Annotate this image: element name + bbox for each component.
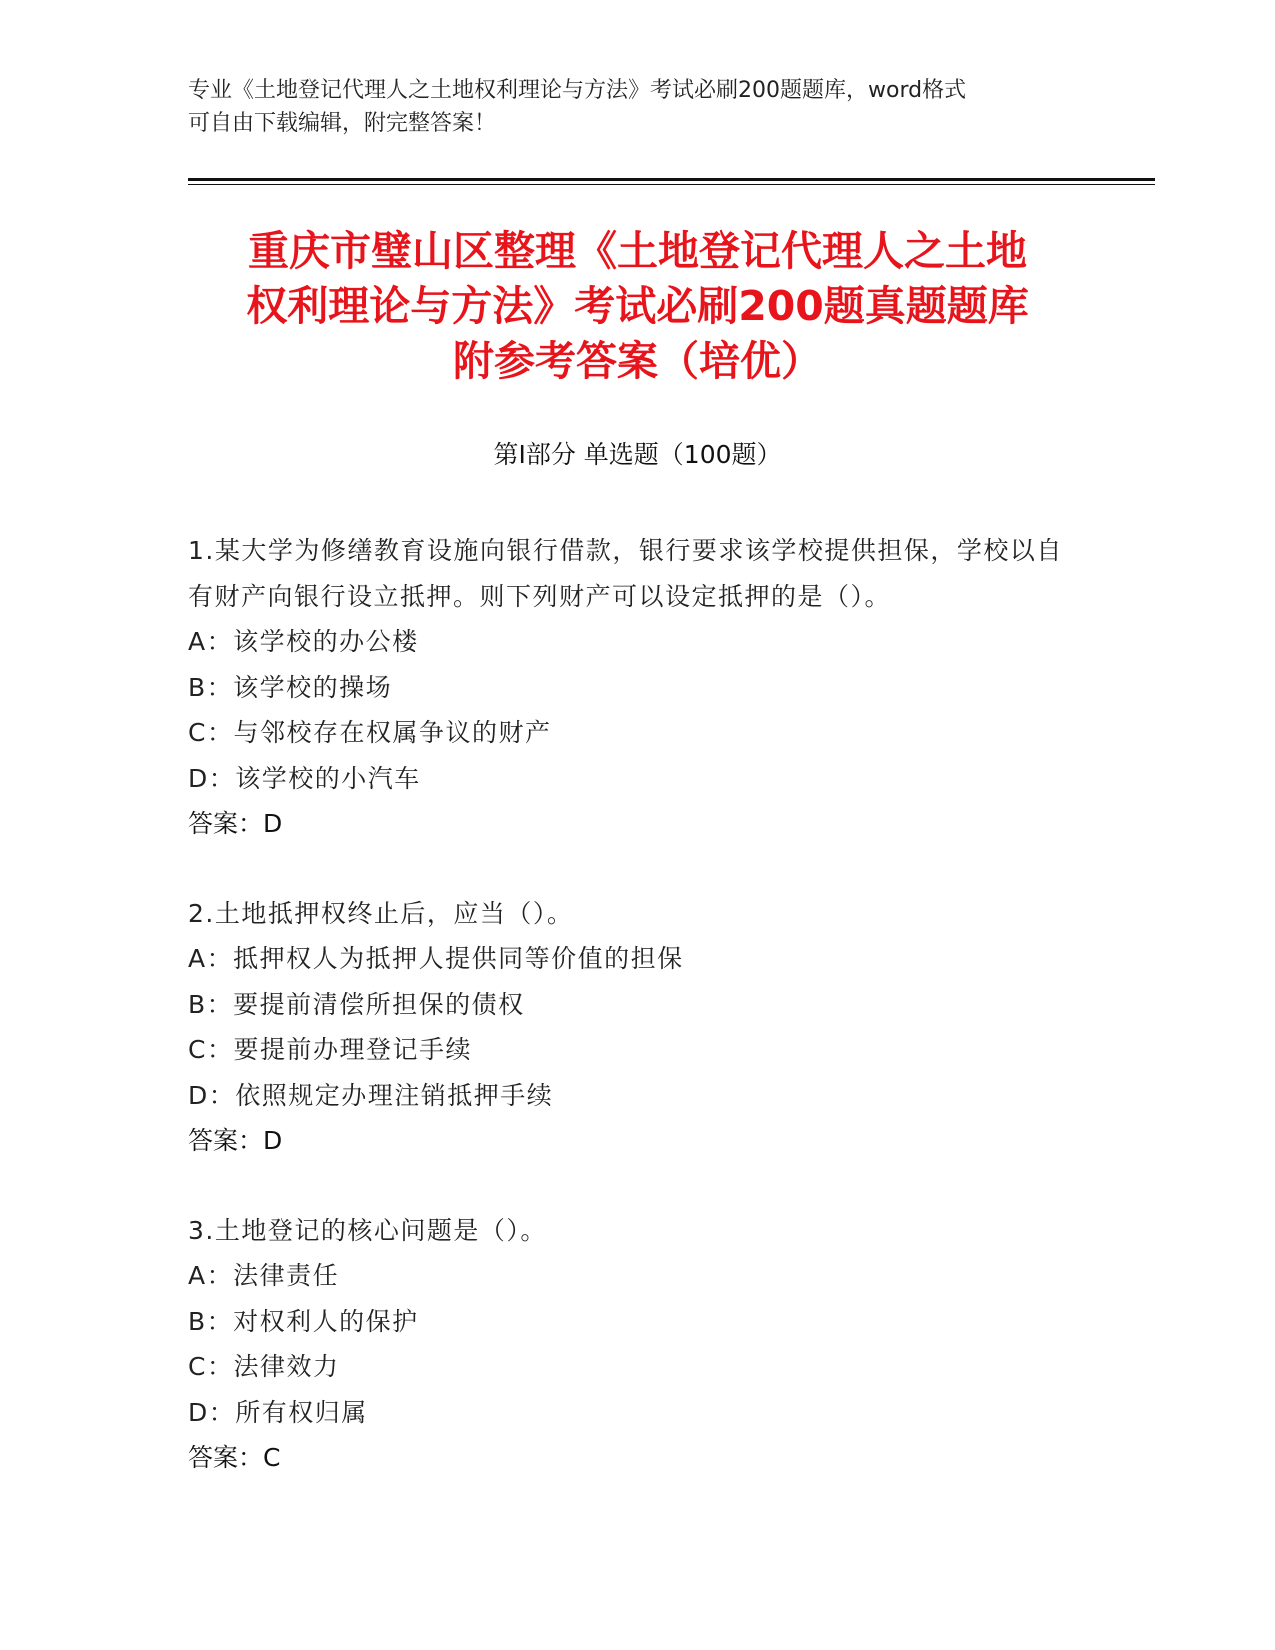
section-heading: 第Ⅰ部分 单选题（100题） [493, 440, 782, 469]
header-divider-thin [188, 184, 1155, 185]
document-title-line-1: 重庆市璧山区整理《土地登记代理人之土地 [248, 227, 1027, 275]
option-b: B：要提前清偿所担保的债权 [188, 989, 525, 1019]
option-d: D：所有权归属 [188, 1397, 368, 1427]
option-c: C：要提前办理登记手续 [188, 1035, 472, 1064]
option-d: D：该学校的小汽车 [188, 763, 421, 793]
question-stem: 1.某大学为修缮教育设施向银行借款，银行要求该学校提供担保，学校以自有财产向银行设立抵押。则下列财产可以设定抵押的是（）。 [188, 536, 1063, 611]
option-b: B：该学校的操场 [188, 672, 393, 702]
question-stem: 2.土地抵押权终止后，应当（）。 [188, 898, 574, 928]
header-note-line-1: 专业《土地登记代理人之土地权利理论与方法》考试必刷200题题库，word格式 [188, 78, 967, 103]
document-title-line-2: 权利理论与方法》考试必刷200题真题题库 [246, 282, 1029, 330]
option-c: C：与邻校存在权属争议的财产 [188, 718, 552, 747]
option-c: C：法律效力 [188, 1352, 340, 1381]
question-stem: 3.土地登记的核心问题是（）。 [188, 1215, 547, 1245]
question-2 [188, 891, 1088, 1164]
question-3 [188, 1208, 1088, 1481]
header-note-line-2: 可自由下载编辑，附完整答案！ [188, 111, 497, 136]
answer: 答案：C [188, 1443, 281, 1472]
option-b: B：对权利人的保护 [188, 1306, 419, 1336]
document-title-line-3: 附参考答案（培优） [453, 337, 822, 385]
option-a: A：抵押权人为抵押人提供同等价值的担保 [188, 944, 684, 973]
header-note [188, 74, 1088, 140]
question-1 [188, 528, 1088, 847]
document-title [150, 224, 1125, 389]
option-a: A：该学校的办公楼 [188, 627, 419, 656]
answer: 答案：D [188, 1126, 283, 1155]
question-list [188, 528, 1088, 1525]
option-d: D：依照规定办理注销抵押手续 [188, 1080, 554, 1110]
header-divider-thick [188, 178, 1155, 181]
answer: 答案：D [188, 809, 283, 838]
option-a: A：法律责任 [188, 1261, 340, 1290]
